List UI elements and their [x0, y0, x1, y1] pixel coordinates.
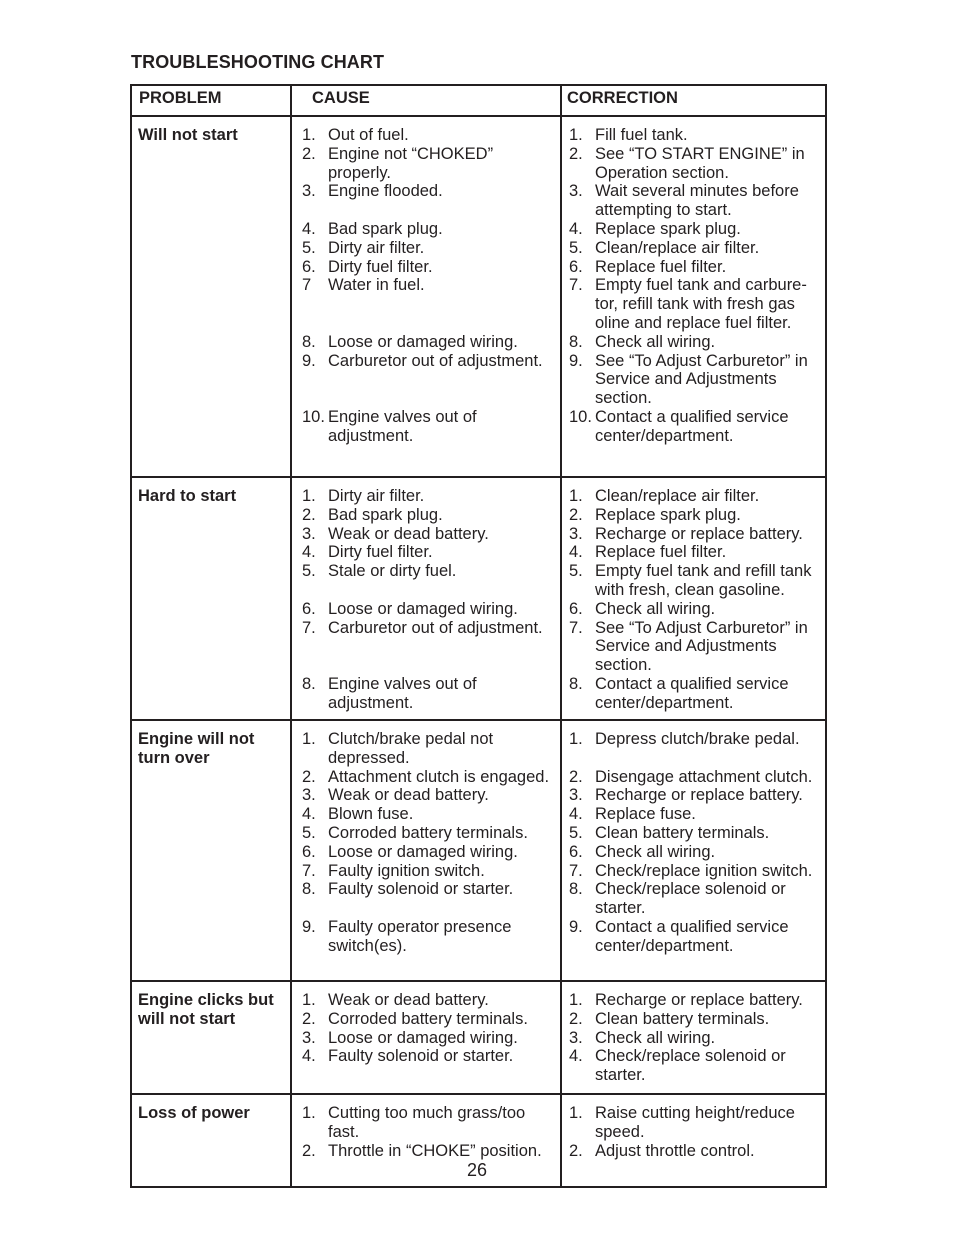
cause-cell — [291, 981, 561, 1094]
cause-item — [292, 730, 560, 768]
correction-item-text: Recharge or replace battery. — [595, 991, 803, 1009]
correction-item — [562, 619, 825, 675]
correction-item-number: 4. — [569, 219, 583, 238]
correction-item-number: 2. — [569, 1009, 583, 1028]
correction-item-text: Check all wiring. — [595, 332, 716, 351]
table-header-row — [131, 85, 826, 116]
correction-item-number: 2. — [569, 767, 583, 786]
correction-item — [562, 352, 825, 408]
correction-item — [562, 824, 825, 843]
correction-item — [562, 862, 825, 881]
correction-item-text: Replace spark plug. — [595, 219, 741, 238]
correction-item — [562, 239, 825, 258]
correction-item-text: Check/replace solenoid or starter. — [595, 880, 786, 918]
cause-item — [292, 182, 560, 201]
table-row — [131, 720, 826, 981]
cause-item — [292, 408, 560, 446]
correction-item — [562, 805, 825, 824]
cause-item-text: Faulty solenoid or starter. — [328, 880, 514, 899]
correction-item-number: 5. — [569, 823, 583, 842]
cause-item-text: Corroded battery terminals. — [328, 823, 528, 842]
cause-item-text: Engine flooded. — [328, 182, 443, 201]
correction-item-number: 8. — [569, 674, 583, 693]
table-row — [131, 116, 826, 477]
cause-item-number: 1. — [302, 126, 316, 144]
cause-item-number: 9. — [302, 917, 316, 936]
cause-item — [292, 333, 560, 352]
cause-item-number: 8. — [302, 332, 316, 351]
cause-item-text: Water in fuel. — [328, 276, 425, 295]
cause-item-number: 4. — [302, 219, 316, 238]
correction-item — [562, 843, 825, 862]
correction-item — [562, 276, 825, 332]
cause-item-number: 4. — [302, 805, 316, 824]
cause-item-number: 5. — [302, 823, 316, 842]
cause-item-text: Bad spark plug. — [328, 505, 443, 524]
cause-item-number: 2. — [302, 144, 316, 163]
correction-item-number: 6. — [569, 599, 583, 618]
cause-item-text: Cutting too much grass/too fast. — [328, 1104, 526, 1141]
cause-item-number: 5. — [302, 238, 316, 257]
cause-item — [292, 675, 560, 713]
correction-item — [562, 333, 825, 352]
cause-item-number: 2. — [302, 1009, 316, 1028]
cause-cell — [291, 116, 561, 477]
header-correction: CORRECTION — [561, 85, 826, 116]
cause-item-text: Engine valves out of adjustment. — [328, 674, 477, 712]
correction-item-number: 1. — [569, 1104, 583, 1122]
correction-item-number: 2. — [569, 144, 583, 163]
correction-item — [562, 126, 825, 145]
correction-cell — [561, 981, 826, 1094]
correction-item-number: 3. — [569, 1028, 583, 1047]
correction-item-number: 8. — [569, 880, 583, 899]
correction-item-text: Raise cutting height/reduce speed. — [595, 1104, 795, 1141]
cause-cell — [291, 477, 561, 720]
cause-item — [292, 768, 560, 787]
cause-item-text: Stale or dirty fuel. — [328, 562, 457, 581]
cause-item-number: 9. — [302, 351, 316, 370]
correction-item — [562, 1104, 825, 1142]
correction-item-number: 9. — [569, 351, 583, 370]
cause-item-number: 3. — [302, 524, 316, 543]
correction-item-text: Check all wiring. — [595, 842, 716, 861]
cause-item-number: 2. — [302, 767, 316, 786]
cause-item-text: Blown fuse. — [328, 805, 414, 824]
correction-item-text: Clean/replace air filter. — [595, 487, 760, 505]
cause-item — [292, 880, 560, 899]
cause-item — [292, 1104, 560, 1142]
correction-item — [562, 730, 825, 749]
cause-item — [292, 276, 560, 295]
cause-item-text: Weak or dead battery. — [328, 524, 489, 543]
page-number: 26 — [466, 1160, 488, 1180]
cause-item-number: 2. — [302, 1141, 316, 1160]
correction-item-text: Check all wiring. — [595, 599, 716, 618]
correction-item — [562, 543, 825, 562]
correction-item-text: Replace fuel filter. — [595, 543, 727, 562]
correction-item — [562, 145, 825, 183]
cause-item — [292, 258, 560, 277]
cause-item-number: 1. — [302, 1104, 316, 1122]
cause-item-number: 7. — [302, 618, 316, 637]
correction-item — [562, 918, 825, 956]
correction-item — [562, 1010, 825, 1029]
cause-item-text: Corroded battery terminals. — [328, 1009, 528, 1028]
cause-item — [292, 843, 560, 862]
correction-item — [562, 487, 825, 506]
correction-item — [562, 786, 825, 805]
header-problem: PROBLEM — [131, 85, 291, 116]
cause-item — [292, 562, 560, 581]
cause-cell — [291, 720, 561, 981]
cause-item — [292, 786, 560, 805]
cause-item-number: 7 — [302, 276, 312, 295]
cause-item — [292, 525, 560, 544]
cause-item-number: 3. — [302, 786, 316, 805]
correction-item-text: Check all wiring. — [595, 1028, 716, 1047]
problem-cell: Loss of power — [131, 1094, 291, 1187]
correction-item-text: Replace fuel filter. — [595, 257, 727, 276]
correction-item — [562, 991, 825, 1010]
cause-item-text: Clutch/brake pedal not depressed. — [328, 730, 494, 767]
cause-item-text: Weak or dead battery. — [328, 991, 489, 1009]
correction-item-text: Contact a qualified service center/department. — [595, 407, 789, 445]
header-cause: CAUSE — [291, 85, 561, 116]
correction-item-number: 4. — [569, 543, 583, 562]
cause-item — [292, 824, 560, 843]
cause-item-text: Engine not “CHOKED” properly. — [328, 144, 494, 182]
cause-item-text: Throttle in “CHOKE” position. — [328, 1141, 542, 1160]
problem-cell: Hard to start — [131, 477, 291, 720]
correction-item-number: 4. — [569, 1047, 583, 1066]
table-row — [131, 477, 826, 720]
cause-item-number: 8. — [302, 674, 316, 693]
correction-item-text: Adjust throttle control. — [595, 1141, 755, 1160]
cause-item — [292, 862, 560, 881]
cause-item — [292, 352, 560, 371]
cause-item-text: Loose or damaged wiring. — [328, 1028, 518, 1047]
cause-item — [292, 1142, 560, 1161]
cause-item — [292, 487, 560, 506]
cause-item — [292, 805, 560, 824]
correction-item — [562, 675, 825, 713]
correction-item — [562, 562, 825, 600]
correction-item — [562, 525, 825, 544]
problem-cell: Engine clicks but will not start — [131, 981, 291, 1094]
correction-item-text: Depress clutch/brake pedal. — [595, 730, 800, 748]
correction-item-number: 3. — [569, 524, 583, 543]
correction-item-number: 6. — [569, 257, 583, 276]
cause-item-text: Carburetor out of adjustment. — [328, 351, 543, 370]
cause-item-text: Faulty solenoid or starter. — [328, 1047, 514, 1066]
cause-item-text: Dirty fuel filter. — [328, 257, 433, 276]
cause-item — [292, 220, 560, 239]
correction-item — [562, 768, 825, 787]
correction-item-text: Empty fuel tank and refill tank with fresh, clean gasoline. — [595, 562, 812, 599]
cause-item-number: 1. — [302, 487, 316, 505]
correction-item-number: 2. — [569, 505, 583, 524]
correction-item-text: See “TO START ENGINE” in Operation section. — [595, 144, 805, 182]
correction-item-number: 7. — [569, 861, 583, 880]
correction-item — [562, 220, 825, 239]
cause-item — [292, 991, 560, 1010]
cause-item-text: Weak or dead battery. — [328, 786, 489, 805]
correction-item-text: Disengage attachment clutch. — [595, 767, 813, 786]
correction-item — [562, 880, 825, 918]
cause-item — [292, 126, 560, 145]
correction-item-text: Clean battery terminals. — [595, 823, 770, 842]
correction-item-number: 6. — [569, 842, 583, 861]
correction-item — [562, 1047, 825, 1085]
correction-item-text: See “To Adjust Carburetor” in Service and Adjustments section. — [595, 351, 808, 408]
cause-item-number: 8. — [302, 880, 316, 899]
correction-item-text: Empty fuel tank and carbure-tor, refill tank with fresh gas oline and replace fuel filter. — [595, 276, 807, 332]
cause-item — [292, 1047, 560, 1066]
correction-cell — [561, 720, 826, 981]
cause-item-number: 3. — [302, 1028, 316, 1047]
cause-item-number: 4. — [302, 1047, 316, 1066]
cause-item-text: Dirty fuel filter. — [328, 543, 433, 562]
correction-item — [562, 506, 825, 525]
cause-item-text: Faulty ignition switch. — [328, 861, 485, 880]
cause-item — [292, 619, 560, 638]
correction-cell — [561, 116, 826, 477]
correction-item-number: 5. — [569, 238, 583, 257]
cause-item — [292, 918, 560, 956]
cause-item — [292, 543, 560, 562]
cause-item-text: Loose or damaged wiring. — [328, 599, 518, 618]
cause-item-number: 10. — [302, 407, 325, 426]
cause-item — [292, 145, 560, 183]
problem-cell: Engine will not turn over — [131, 720, 291, 981]
correction-item-text: Check/replace solenoid or starter. — [595, 1047, 786, 1085]
correction-item — [562, 1142, 825, 1161]
correction-item-number: 1. — [569, 991, 583, 1009]
cause-item-text: Dirty air filter. — [328, 487, 425, 505]
correction-item-number: 9. — [569, 917, 583, 936]
cause-item-number: 2. — [302, 505, 316, 524]
correction-item-number: 7. — [569, 276, 583, 295]
correction-item-number: 3. — [569, 786, 583, 805]
correction-item-number: 4. — [569, 805, 583, 824]
cause-item-text: Engine valves out of adjustment. — [328, 407, 477, 445]
correction-item-text: See “To Adjust Carburetor” in Service and Adjustments section. — [595, 618, 808, 675]
problem-cell: Will not start — [131, 116, 291, 477]
correction-item-text: Replace fuse. — [595, 805, 696, 824]
correction-item-number: 5. — [569, 562, 583, 581]
correction-item-text: Recharge or replace battery. — [595, 786, 803, 805]
cause-item-text: Bad spark plug. — [328, 219, 443, 238]
correction-item — [562, 600, 825, 619]
correction-item-number: 3. — [569, 182, 583, 201]
cause-item — [292, 506, 560, 525]
cause-item-number: 6. — [302, 842, 316, 861]
cause-item-text: Dirty air filter. — [328, 238, 425, 257]
correction-item-number: 1. — [569, 126, 583, 144]
correction-item-text: Fill fuel tank. — [595, 126, 688, 144]
troubleshooting-table — [130, 84, 827, 1188]
cause-item-number: 6. — [302, 599, 316, 618]
correction-item-number: 10. — [569, 407, 592, 426]
correction-item-number: 7. — [569, 618, 583, 637]
correction-item — [562, 408, 825, 446]
correction-cell — [561, 477, 826, 720]
cause-item — [292, 239, 560, 258]
correction-item-text: Recharge or replace battery. — [595, 524, 803, 543]
correction-item-text: Clean battery terminals. — [595, 1009, 770, 1028]
cause-item-text: Loose or damaged wiring. — [328, 842, 518, 861]
correction-item-text: Check/replace ignition switch. — [595, 861, 813, 880]
cause-item — [292, 1029, 560, 1048]
correction-item — [562, 258, 825, 277]
correction-item-number: 8. — [569, 332, 583, 351]
correction-item-text: Clean/replace air filter. — [595, 238, 760, 257]
cause-item-number: 7. — [302, 861, 316, 880]
correction-item-number: 2. — [569, 1141, 583, 1160]
page-title: TROUBLESHOOTING CHART — [131, 52, 385, 72]
cause-item-text: Attachment clutch is engaged. — [328, 767, 550, 786]
cause-item-number: 5. — [302, 562, 316, 581]
correction-item — [562, 1029, 825, 1048]
cause-item-number: 1. — [302, 730, 316, 748]
correction-item-text: Contact a qualified service center/department. — [595, 917, 789, 955]
cause-item-number: 4. — [302, 543, 316, 562]
table-row — [131, 981, 826, 1094]
cause-item-number: 1. — [302, 991, 316, 1009]
cause-item-text: Faulty operator presence switch(es). — [328, 917, 512, 955]
correction-item-number: 1. — [569, 730, 583, 748]
cause-item-number: 3. — [302, 182, 316, 201]
correction-item — [562, 182, 825, 220]
cause-item-text: Carburetor out of adjustment. — [328, 618, 543, 637]
cause-item-number: 6. — [302, 257, 316, 276]
correction-item-number: 1. — [569, 487, 583, 505]
correction-item-text: Contact a qualified service center/department. — [595, 674, 789, 712]
cause-item — [292, 600, 560, 619]
cause-item — [292, 1010, 560, 1029]
cause-item-text: Out of fuel. — [328, 126, 409, 144]
correction-item-text: Replace spark plug. — [595, 505, 741, 524]
cause-item-text: Loose or damaged wiring. — [328, 332, 518, 351]
correction-item-text: Wait several minutes before attempting to start. — [595, 182, 799, 220]
